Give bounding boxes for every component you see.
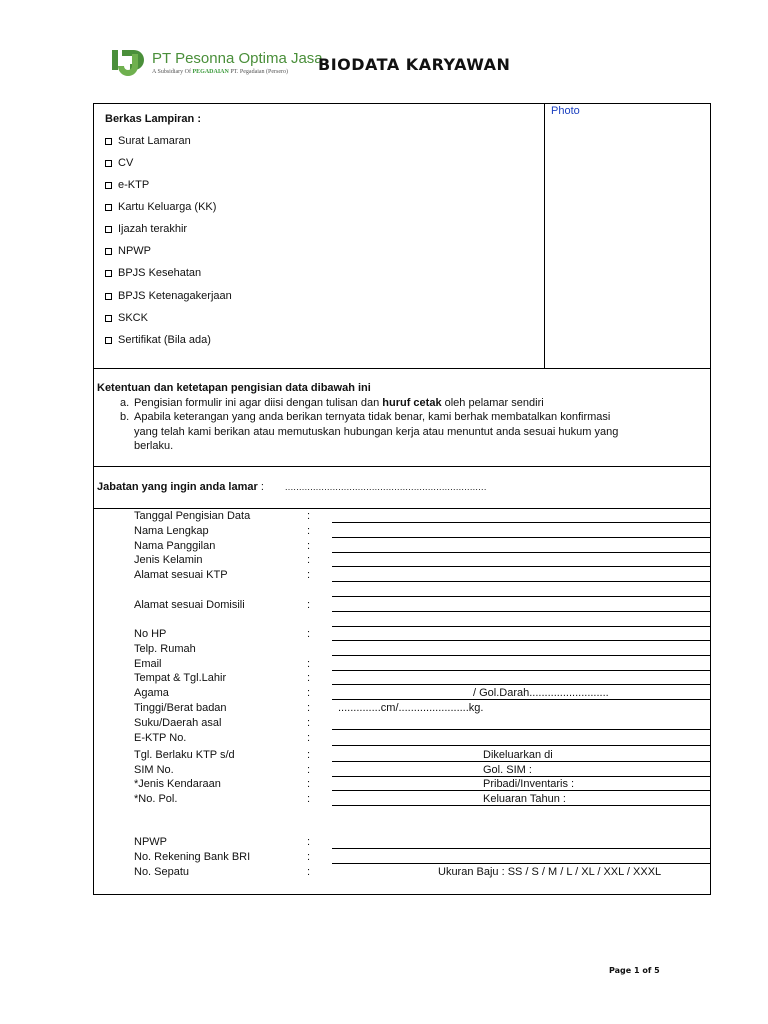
label-agama: Agama bbox=[134, 687, 169, 699]
photo-box-divider bbox=[544, 103, 545, 368]
input-alamat-domisili[interactable] bbox=[332, 611, 710, 612]
checkbox[interactable] bbox=[105, 204, 112, 211]
label-jenis-kelamin: Jenis Kelamin bbox=[134, 554, 203, 566]
colon: : bbox=[307, 702, 311, 714]
attachment-item[interactable]: NPWP bbox=[105, 245, 151, 257]
colon: : bbox=[307, 749, 311, 761]
colon: : bbox=[307, 628, 311, 640]
input-alamat-ktp-line2[interactable] bbox=[332, 596, 710, 597]
label-no-hp: No HP bbox=[134, 628, 167, 640]
input-jenis-kelamin[interactable] bbox=[332, 566, 710, 567]
tinggi-berat-field[interactable]: ..............cm/.......................kg. bbox=[338, 702, 484, 714]
subsidiary-prefix: A Subsidiary Of bbox=[152, 69, 191, 75]
ukuran-baju-field[interactable]: Ukuran Baju : SS / S / M / L / XL / XXL / XXXL bbox=[438, 866, 662, 878]
checkbox[interactable] bbox=[105, 293, 112, 300]
label-jenis-kendaraan: *Jenis Kendaraan bbox=[134, 778, 221, 790]
colon: : bbox=[307, 764, 311, 776]
label-sim-no: SIM No. bbox=[134, 764, 174, 776]
colon: : bbox=[307, 540, 311, 552]
rule-b-line2: yang telah kami berikan atau memutuskan hubungan kerja atau menuntut anda sesuai hukum yang bbox=[134, 426, 619, 438]
checkbox[interactable] bbox=[105, 270, 112, 277]
label-alamat-domisili: Alamat sesuai Domisili bbox=[134, 599, 245, 611]
label-tgl-berlaku-ktp: Tgl. Berlaku KTP s/d bbox=[134, 749, 235, 761]
label-telp-rumah: Telp. Rumah bbox=[134, 643, 196, 655]
colon: : bbox=[307, 599, 311, 611]
colon: : bbox=[307, 525, 311, 537]
label-email: Email bbox=[134, 658, 162, 670]
label-tinggi-berat: Tinggi/Berat badan bbox=[134, 702, 227, 714]
input-nama-panggilan[interactable] bbox=[332, 552, 710, 553]
input-no-pol[interactable] bbox=[332, 805, 710, 806]
colon: : bbox=[307, 569, 311, 581]
section-divider-attachments bbox=[93, 368, 711, 369]
label-tanggal-pengisian: Tanggal Pengisian Data bbox=[134, 510, 251, 522]
section-divider-position bbox=[93, 508, 711, 509]
checkbox[interactable] bbox=[105, 160, 112, 167]
attachment-item[interactable]: Sertifikat (Bila ada) bbox=[105, 334, 211, 346]
section-divider-rules bbox=[93, 466, 711, 467]
checkbox[interactable] bbox=[105, 182, 112, 189]
attachment-item[interactable]: e-KTP bbox=[105, 179, 149, 191]
position-input[interactable]: ........................................................................ bbox=[285, 482, 487, 492]
document-title: BIODATA KARYAWAN bbox=[318, 55, 511, 74]
input-email[interactable] bbox=[332, 670, 710, 671]
position-label: Jabatan yang ingin anda lamar : bbox=[97, 481, 264, 493]
attachment-item[interactable]: BPJS Ketenagakerjaan bbox=[105, 290, 232, 302]
page-number: Page 1 of 5 bbox=[609, 966, 660, 975]
attachment-item[interactable]: CV bbox=[105, 157, 133, 169]
rule-a: a. Pengisian formulir ini agar diisi dengan tulisan dan huruf cetak oleh pelamar sendiri bbox=[120, 397, 544, 409]
input-agama[interactable] bbox=[332, 699, 710, 700]
photo-box-label: Photo bbox=[551, 105, 580, 117]
label-no-sepatu: No. Sepatu bbox=[134, 866, 190, 878]
input-telp-rumah[interactable] bbox=[332, 655, 710, 656]
label-no-pol: *No. Pol. bbox=[134, 793, 178, 805]
input-no-hp[interactable] bbox=[332, 640, 710, 641]
attachment-item[interactable]: Ijazah terakhir bbox=[105, 223, 187, 235]
label-npwp: NPWP bbox=[134, 836, 167, 848]
attachments-title: Berkas Lampiran : bbox=[105, 113, 201, 125]
colon: : bbox=[307, 658, 311, 670]
input-nama-lengkap[interactable] bbox=[332, 537, 710, 538]
label-rekening-bri: No. Rekening Bank BRI bbox=[134, 851, 251, 863]
company-name: PT Pesonna Optima Jasa bbox=[152, 50, 323, 67]
label-suku: Suku/Daerah asal bbox=[134, 717, 222, 729]
colon: : bbox=[307, 836, 311, 848]
keluaran-tahun-field[interactable]: Keluaran Tahun : bbox=[483, 793, 566, 805]
checkbox[interactable] bbox=[105, 226, 112, 233]
checkbox[interactable] bbox=[105, 315, 112, 322]
colon: : bbox=[307, 793, 311, 805]
colon: : bbox=[307, 554, 311, 566]
input-tempat-tgl-lahir[interactable] bbox=[332, 684, 710, 685]
input-ektp-no[interactable] bbox=[332, 745, 710, 746]
checkbox[interactable] bbox=[105, 248, 112, 255]
input-suku[interactable] bbox=[332, 729, 710, 730]
label-ektp-no: E-KTP No. bbox=[134, 732, 187, 744]
input-alamat-domisili-line2[interactable] bbox=[332, 626, 710, 627]
colon: : bbox=[307, 687, 311, 699]
attachment-item[interactable]: Kartu Keluarga (KK) bbox=[105, 201, 216, 213]
input-alamat-ktp[interactable] bbox=[332, 581, 710, 582]
input-tanggal-pengisian[interactable] bbox=[332, 522, 710, 523]
colon: : bbox=[307, 778, 311, 790]
subsidiary-suffix: PT. Pegadaian (Persero) bbox=[230, 69, 289, 75]
input-sim-no[interactable] bbox=[332, 776, 710, 777]
rule-b: b. Apabila keterangan yang anda berikan ternyata tidak benar, kami berhak membatalkan konfirmasi bbox=[120, 411, 611, 423]
rules-title: Ketentuan dan ketetapan pengisian data dibawah ini bbox=[97, 382, 371, 394]
company-subsidiary-line bbox=[152, 69, 288, 75]
dikeluarkan-field[interactable]: Dikeluarkan di bbox=[483, 749, 553, 761]
gol-sim-field[interactable]: Gol. SIM : bbox=[483, 764, 532, 776]
gol-darah-field[interactable]: / Gol.Darah.......................... bbox=[473, 687, 609, 699]
label-tempat-tgl-lahir: Tempat & Tgl.Lahir bbox=[134, 672, 227, 684]
colon: : bbox=[307, 510, 311, 522]
input-tgl-berlaku-ktp[interactable] bbox=[332, 761, 710, 762]
checkbox[interactable] bbox=[105, 337, 112, 344]
input-jenis-kendaraan[interactable] bbox=[332, 790, 710, 791]
pribadi-inventaris-field[interactable]: Pribadi/Inventaris : bbox=[483, 778, 575, 790]
company-logo-mark bbox=[112, 48, 146, 78]
label-alamat-ktp: Alamat sesuai KTP bbox=[134, 569, 228, 581]
attachment-item[interactable]: SKCK bbox=[105, 312, 148, 324]
label-nama-lengkap: Nama Lengkap bbox=[134, 525, 209, 537]
rule-b-line3: berlaku. bbox=[134, 440, 174, 452]
label-nama-panggilan: Nama Panggilan bbox=[134, 540, 216, 552]
input-npwp[interactable] bbox=[332, 848, 710, 849]
checkbox[interactable] bbox=[105, 138, 112, 145]
input-rekening-bri[interactable] bbox=[332, 863, 710, 864]
attachment-item[interactable]: Surat Lamaran bbox=[105, 135, 191, 147]
colon: : bbox=[307, 672, 311, 684]
colon: : bbox=[307, 851, 311, 863]
colon: : bbox=[307, 732, 311, 744]
pegadaian-logo-text: PEGADAIAN bbox=[192, 69, 229, 75]
attachment-item[interactable]: BPJS Kesehatan bbox=[105, 267, 201, 279]
colon: : bbox=[307, 717, 311, 729]
colon: : bbox=[307, 866, 311, 878]
